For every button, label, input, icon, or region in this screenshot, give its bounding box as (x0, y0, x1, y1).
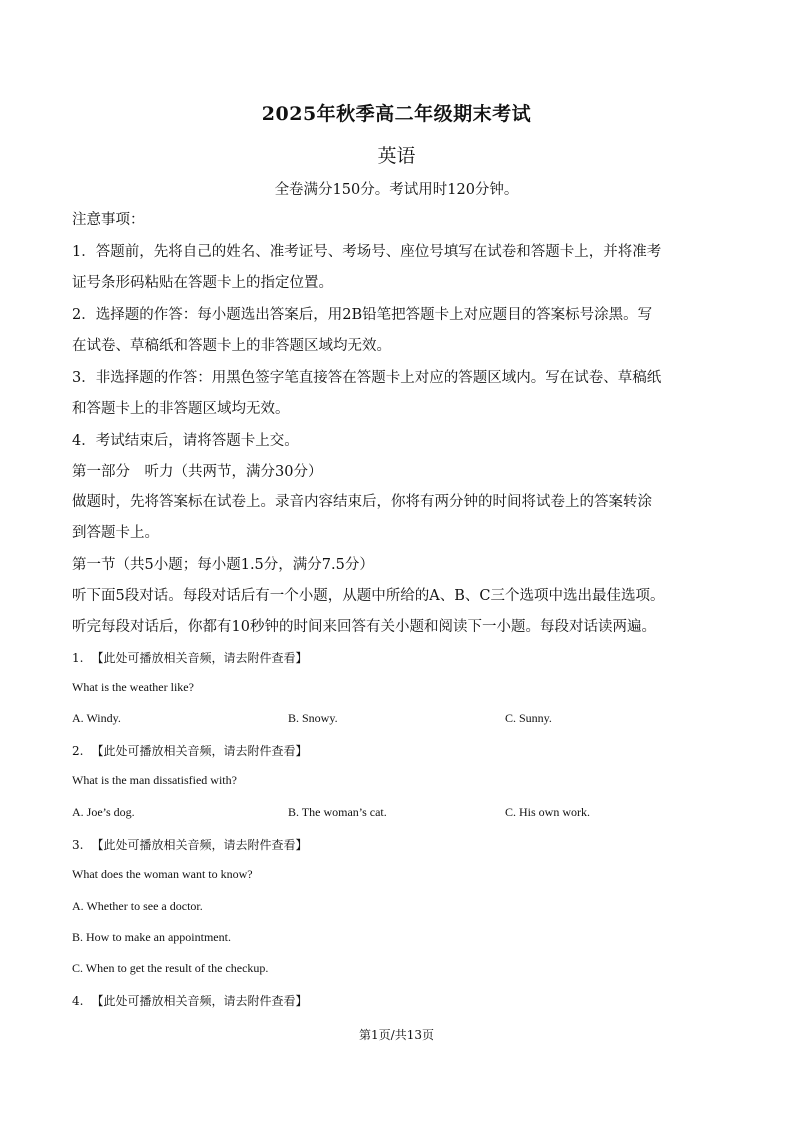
question-3-option-a[interactable]: A. Whether to see a doctor. (72, 899, 203, 913)
question-2-header (72, 742, 307, 759)
notice-3-line-1: 3．非选择题的作答：用黑色签字笔直接答在答题卡上对应的答题区域内。写在试卷、草稿纸 (72, 370, 662, 386)
section1-desc-line-2: 听完每段对话后，你都有10秒钟的时间来回答有关小题和阅读下一小题。每段对话读两遍。 (72, 619, 656, 635)
question-2-option-b[interactable]: B. The woman’s cat. (288, 805, 387, 819)
part1-desc-line-1: 做题时，先将答案标在试卷上。录音内容结束后，你将有两分钟的时间将试卷上的答案转涂 (72, 494, 652, 510)
question-number: 2. (72, 744, 84, 758)
question-2-option-c[interactable]: C. His own work. (505, 805, 591, 819)
question-number: 1. (72, 651, 84, 665)
audio-link[interactable]: 【此处可播放相关音频，请去附件查看】 (91, 651, 308, 665)
question-number: 3. (72, 838, 84, 852)
audio-link[interactable]: 【此处可播放相关音频，请去附件查看】 (91, 838, 308, 852)
question-1-option-b[interactable]: B. Snowy. (288, 711, 338, 725)
question-1-header (72, 649, 307, 666)
audio-link[interactable]: 【此处可播放相关音频，请去附件查看】 (91, 744, 308, 758)
question-1-text: What is the weather like? (72, 680, 194, 694)
notice-2-line-2: 在试卷、草稿纸和答题卡上的非答题区域均无效。 (72, 338, 391, 354)
part1-desc-line-2: 到答题卡上。 (72, 525, 159, 541)
section1-heading: 第一节（共5小题；每小题1.5分，满分7.5分） (72, 557, 374, 573)
notice-3-line-2: 和答题卡上的非答题区域均无效。 (72, 401, 290, 417)
question-2-text: What is the man dissatisfied with? (72, 773, 237, 787)
notice-1-line-2: 证号条形码粘贴在答题卡上的指定位置。 (72, 275, 333, 291)
section1-desc-line-1: 听下面5段对话。每段对话后有一个小题，从题中所给的A、B、C三个选项中选出最佳选项。 (72, 588, 665, 604)
notice-4: 4．考试结束后，请将答题卡上交。 (72, 433, 299, 449)
audio-link[interactable]: 【此处可播放相关音频，请去附件查看】 (91, 994, 308, 1008)
question-3-option-b[interactable]: B. How to make an appointment. (72, 930, 231, 944)
question-2-option-a[interactable]: A. Joe’s dog. (72, 805, 135, 819)
question-1-option-c[interactable]: C. Sunny. (505, 711, 552, 725)
question-number: 4. (72, 994, 84, 1008)
question-4-header (72, 992, 307, 1009)
page-footer: 第1页/共13页 (359, 1028, 434, 1042)
notice-1-line-1: 1．答题前，先将自己的姓名、准考证号、考场号、座位号填写在试卷和答题卡上，并将准考 (72, 244, 662, 260)
exam-title: 2025年秋季高二年级期末考试 (261, 103, 532, 125)
notice-heading: 注意事项： (72, 212, 145, 228)
exam-info: 全卷满分150分。考试用时120分钟。 (274, 182, 519, 198)
question-1-option-a[interactable]: A. Windy. (72, 711, 121, 725)
notice-2-line-1: 2．选择题的作答：每小题选出答案后，用2B铅笔把答题卡上对应题目的答案标号涂黑。写 (72, 307, 653, 323)
part1-heading: 第一部分 听力（共两节，满分30分） (72, 464, 323, 480)
subject-title: 英语 (377, 145, 416, 167)
question-3-option-c[interactable]: C. When to get the result of the checkup. (72, 961, 269, 975)
question-3-header (72, 836, 307, 853)
question-3-text: What does the woman want to know? (72, 867, 253, 881)
